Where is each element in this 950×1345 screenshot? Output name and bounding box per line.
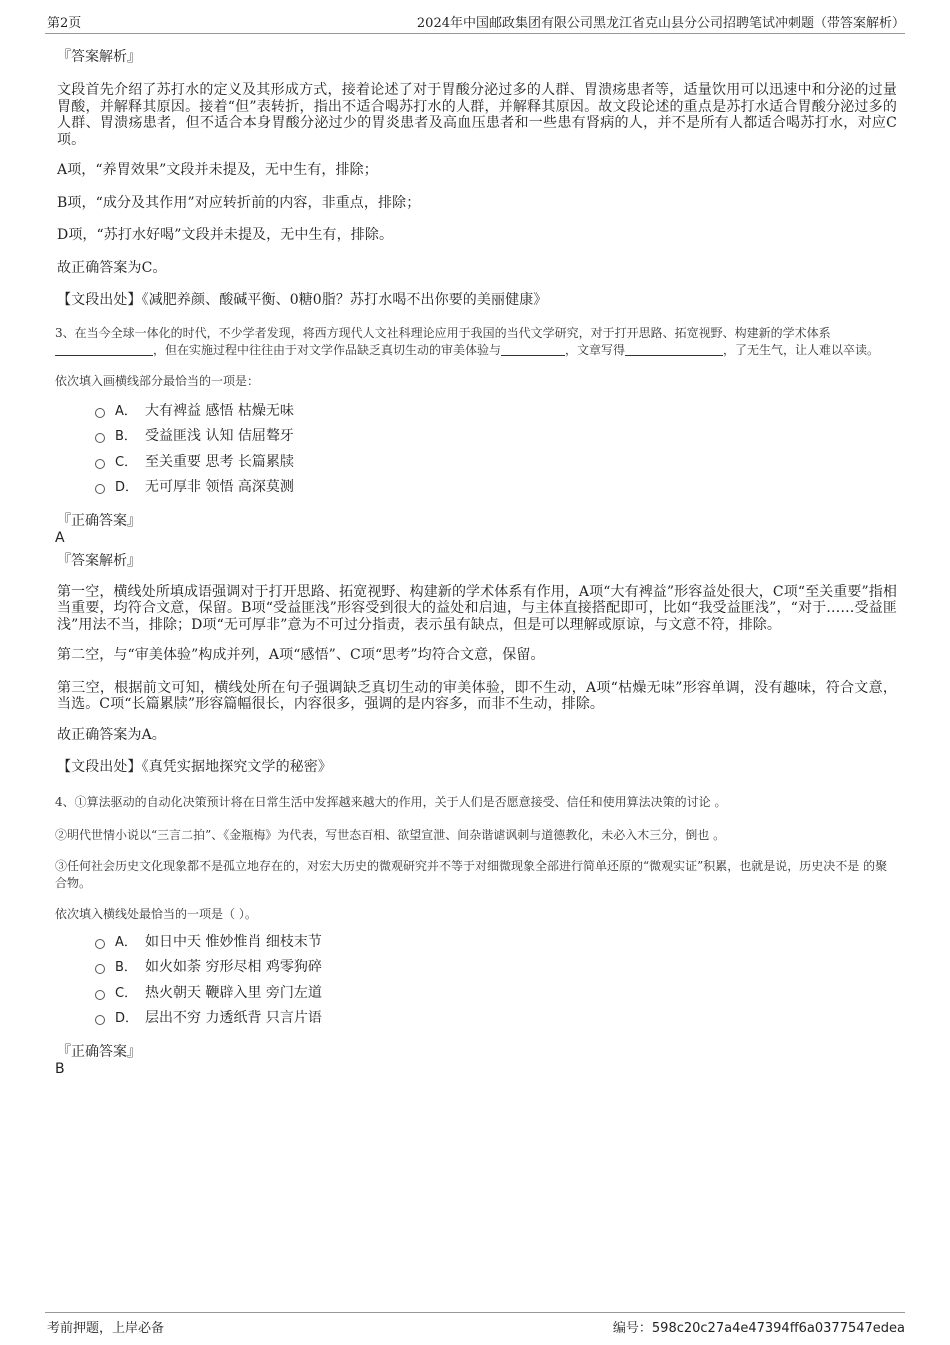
option-letter: B． bbox=[115, 429, 137, 444]
option-letter: D． bbox=[115, 1011, 139, 1026]
option-letter: B． bbox=[115, 960, 137, 975]
q3-option-a[interactable] bbox=[95, 400, 897, 426]
q3-prompt: 依次填入画横线部分最恰当的一项是： bbox=[55, 373, 260, 388]
option-text: 如火如荼 穷形尽相 鸡零狗碎 bbox=[145, 959, 322, 975]
q4-stem-2: ②明代世情小说以“三言二拍”、《金瓶梅》为代表，写世态百相、欲望宣泄、间杂谐谑讽刺与道德教化，未必入木三分，倒也 。 bbox=[55, 827, 726, 842]
q3-option-d[interactable] bbox=[95, 476, 897, 502]
q4-stem-3: ③任何社会历史文化现象都不是孤立地存在的，对宏大历史的微观研究并不等于对细微现象全部进行简单还原的“微观实证”积累，也就是说，历史决不是 的聚合物。 bbox=[55, 858, 888, 890]
document-code: 编号：598c20c27a4e47394ff6a0377547edea bbox=[612, 1321, 905, 1336]
radio-icon[interactable] bbox=[95, 990, 105, 1000]
option-letter: A． bbox=[115, 403, 137, 419]
option-text: 无可厚非 领悟 高深莫测 bbox=[145, 479, 294, 495]
radio-icon[interactable] bbox=[95, 939, 105, 949]
q3-analysis-para: 第三空，根据前文可知，横线处所在句子强调缺乏真切生动的审美体验，即不生动，A项“枯燥无味”形容单调，没有趣味，符合文意，当选。C项“长篇累牍”形容篇幅很长，内容很多，强调的是内容多，而非不生动，排除。 bbox=[57, 679, 897, 712]
option-letter: C． bbox=[115, 985, 138, 1001]
q4-option-c[interactable] bbox=[95, 982, 897, 1008]
radio-icon[interactable] bbox=[95, 484, 105, 494]
radio-icon[interactable] bbox=[95, 1015, 105, 1025]
q3-stem bbox=[55, 325, 897, 359]
q4-correct-value: B bbox=[55, 1060, 65, 1077]
q2-analysis-label: 『答案解析』 bbox=[57, 49, 141, 65]
document-title: 2024年中国邮政集团有限公司黑龙江省克山县分公司招聘笔试冲刺题（带答案解析） bbox=[416, 16, 905, 31]
q4-option-a[interactable] bbox=[95, 931, 897, 957]
option-letter: C． bbox=[115, 454, 138, 470]
option-text: 至关重要 思考 长篇累牍 bbox=[145, 453, 294, 470]
radio-icon[interactable] bbox=[95, 459, 105, 469]
page-header bbox=[45, 16, 905, 34]
option-letter: D． bbox=[115, 480, 139, 495]
q3-stem-part: ，文章写得 bbox=[565, 342, 626, 357]
radio-icon[interactable] bbox=[95, 408, 105, 418]
page-number: 第2页 bbox=[47, 16, 82, 31]
q3-option-b[interactable] bbox=[95, 425, 897, 451]
q4-prompt: 依次填入横线处最恰当的一项是（ ）。 bbox=[55, 906, 257, 921]
option-text: 层出不穷 力透纸背 只言片语 bbox=[145, 1010, 322, 1026]
q2-analysis-para: 文段首先介绍了苏打水的定义及其形成方式，接着论述了对于胃酸分泌过多的人群、胃溃疡患者等，适量饮用可以迅速中和分泌的过量胃酸，并解释其原因。接着“但”表转折，指出不适合喝苏打水的人群，并解释其原因。故文段论述的重点是苏打水适合胃酸分泌过多的人群、胃溃疡患者，但不适合本身胃酸分泌过少的胃炎患者及高血压患者和一些患有肾病的人，并不是所有人都适合喝苏打水，对应C项。 bbox=[57, 82, 897, 148]
radio-icon[interactable] bbox=[95, 964, 105, 974]
q3-analysis-para: 第二空，与“审美体验”构成并列，A项“感悟”、C项“思考”均符合文意，保留。 bbox=[57, 647, 545, 663]
radio-icon[interactable] bbox=[95, 433, 105, 443]
option-letter: A． bbox=[115, 934, 137, 950]
q3-blank-2 bbox=[501, 343, 565, 356]
footer-slogan: 考前押题，上岸必备 bbox=[47, 1321, 165, 1336]
option-text: 受益匪浅 认知 佶屈聱牙 bbox=[145, 428, 294, 444]
q2-analysis-para: A项，“养胃效果”文段并未提及，无中生有，排除； bbox=[57, 162, 378, 178]
q2-source: 【文段出处】《减肥养颜、酸碱平衡、0糖0脂？苏打水喝不出你要的美丽健康》 bbox=[57, 292, 548, 308]
q3-stem-part: ，了无生气，让人难以卒读。 bbox=[723, 342, 880, 357]
q3-analysis-label: 『答案解析』 bbox=[57, 552, 141, 569]
page-footer bbox=[45, 1312, 905, 1343]
q3-stem-part: 3、在当今全球一体化的时代，不少学者发现，将西方现代人文社科理论应用于我国的当代文学研究，对于打开思路、拓宽视野、构建新的学术体系 bbox=[55, 325, 831, 340]
q4-option-b[interactable] bbox=[95, 956, 897, 982]
q2-analysis-para: D项，“苏打水好喝”文段并未提及，无中生有，排除。 bbox=[57, 227, 394, 243]
q4-correct-label: 『正确答案』 bbox=[57, 1043, 141, 1060]
q2-analysis-para: 故正确答案为C。 bbox=[57, 259, 167, 276]
q3-blank-1 bbox=[55, 343, 153, 356]
q2-analysis-para: B项，“成分及其作用”对应转折前的内容，非重点，排除； bbox=[57, 194, 421, 211]
option-text: 热火朝天 鞭辟入里 旁门左道 bbox=[145, 984, 322, 1001]
q3-analysis-para: 故正确答案为A。 bbox=[57, 726, 166, 743]
q3-options bbox=[95, 400, 897, 502]
q3-correct-label: 『正确答案』 bbox=[57, 512, 141, 529]
q3-stem-part: ，但在实施过程中往往由于对文学作品缺乏真切生动的审美体验与 bbox=[153, 342, 502, 357]
q3-correct-value: A bbox=[55, 529, 65, 546]
page-content bbox=[57, 48, 897, 1083]
q3-option-c[interactable] bbox=[95, 451, 897, 477]
q3-analysis-para: 第一空，横线处所填成语强调对于打开思路、拓宽视野、构建新的学术体系有作用，A项“大有裨益”形容益处很大，C项“至关重要”指相当重要，均符合文意，保留。B项“受益匪浅”形容受到很大的益处和启迪，与主体直接搭配即可，比如“我受益匪浅”，“对于……受益匪浅”用法不当，排除；D项“无可厚非”意为不可过分指责，表示虽有缺点，但是可以理解或原谅，与文意不符，排除。 bbox=[57, 583, 897, 633]
q4-option-d[interactable] bbox=[95, 1007, 897, 1033]
option-text: 如日中天 惟妙惟肖 细枝末节 bbox=[145, 933, 322, 950]
q4-stem-1: 4、①算法驱动的自动化决策预计将在日常生活中发挥越来越大的作用，关于人们是否愿意接受、信任和使用算法决策的讨论 。 bbox=[55, 794, 727, 809]
q3-blank-3 bbox=[625, 343, 723, 356]
q4-options bbox=[95, 931, 897, 1033]
q3-source: 【文段出处】《真凭实据地探究文学的秘密》 bbox=[57, 759, 332, 775]
option-text: 大有裨益 感悟 枯燥无味 bbox=[145, 402, 294, 419]
